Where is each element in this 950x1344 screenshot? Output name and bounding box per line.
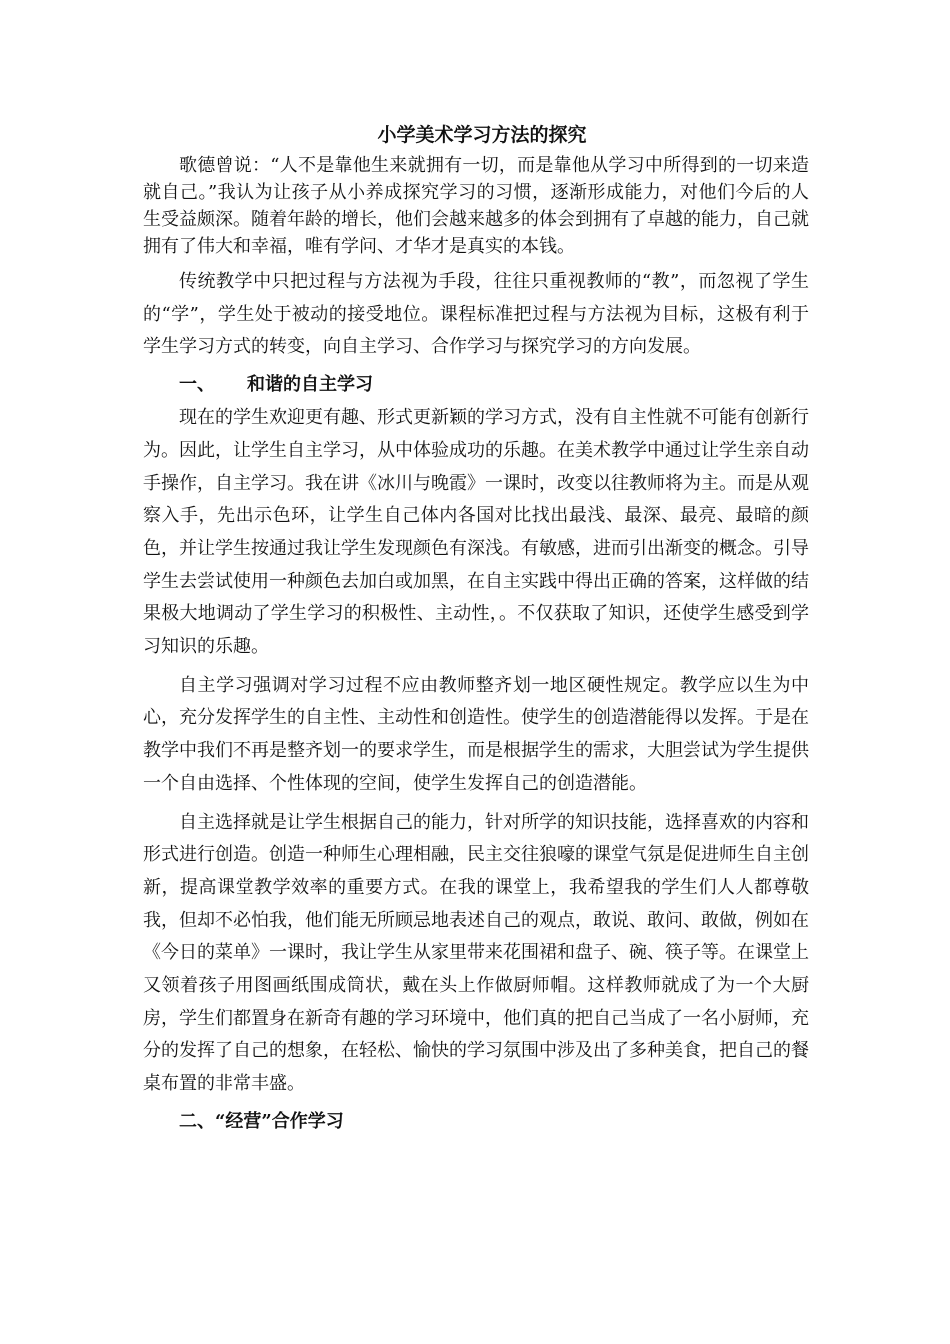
document-content (143, 118, 809, 1139)
section-1-paragraph-1: 现在的学生欢迎更有趣、形式更新颖的学习方式，没有自主性就不可能有创新行为。因此，让学生自主学习，从中体验成功的乐趣。在美术教学中通过让学生亲自动手操作，自主学习。我在讲《冰川与晚霞》一课时，改变以往教师将为主。而是从观察入手，先出示色环，让学生自己体内各国对比找出最浅、最深、最亮、最暗的颜色，并让学生按通过我让学生发现颜色有深浅。有敏感，进而引出渐变的概念。引导学生去尝试使用一种颜色去加白或加黑，在自主实践中得出正确的答案，这样做的结果极大地调动了学生学习的积极性、主动性，。不仅获取了知识，还使学生感受到学习知识的乐趣。 (143, 407, 809, 658)
section-1-paragraph-3: 自主选择就是让学生根据自己的能力，针对所学的知识技能，选择喜欢的内容和形式进行创造。创造一种师生心理相融，民主交往狼嚎的课堂气氛是促进师生自主创新，提高课堂教学效率的重要方式。在我的课堂上，我希望我的学生们人人都尊敬我，但却不必怕我，他们能无所顾忌地表述自己的观点，敢说、敢问、敢做，例如在《今日的菜单》一课时，我让学生从家里带来花围裙和盘子、碗、筷子等。在课堂上又领着孩子用图画纸围成筒状，戴在头上作做厨师帽。这样教师就成了为一个大厨房，学生们都置身在新奇有趣的学习环境中，他们真的把自己当成了一名小厨师，充分的发挥了自己的想象，在轻松、愉快的学习氛围中涉及出了多种美食，把自己的餐桌布置的非常丰盛。 (143, 811, 809, 1095)
section-2-number: 二、 (179, 1110, 215, 1132)
section-1-title: 和谐的自主学习 (247, 374, 373, 396)
section-1-number: 一、 (179, 374, 215, 396)
intro-paragraph-1: 歌德曾说：“人不是靠他生来就拥有一切，而是靠他从学习中所得到的一切来造就自己。”我认为让孩子从小养成探究学习的习惯，逐渐形成能力，对他们今后的人生受益颇深。随着年龄的增长，他们会越来越多的体会到拥有了卓越的能力，自己就拥有了伟大和幸福，唯有学问、才华才是真实的本钱。 (143, 155, 809, 257)
section-1-heading (143, 368, 809, 402)
body-section (143, 266, 809, 1139)
intro-paragraph-2: 传统教学中只把过程与方法视为手段，往往只重视教师的“教”，而忽视了学生的“学”，学生处于被动的接受地位。课程标准把过程与方法视为目标，这极有利于学生学习方式的转变，向自主学习、合作学习与探究学习的方向发展。 (143, 271, 809, 358)
section-1-paragraph-2: 自主学习强调对学习过程不应由教师整齐划一地区硬性规定。教学应以生为中心，充分发挥学生的自主性、主动性和创造性。使学生的创造潜能得以发挥。于是在教学中我们不再是整齐划一的要求学生，而是根据学生的需求，大胆尝试为学生提供一个自由选择、个性体现的空间，使学生发挥自己的创造潜能。 (143, 674, 809, 794)
intro-section (143, 152, 809, 266)
section-2-title: “经营”合作学习 (215, 1110, 344, 1132)
section-2-heading (143, 1105, 809, 1139)
document-title: 小学美术学习方法的探究 (377, 124, 587, 146)
